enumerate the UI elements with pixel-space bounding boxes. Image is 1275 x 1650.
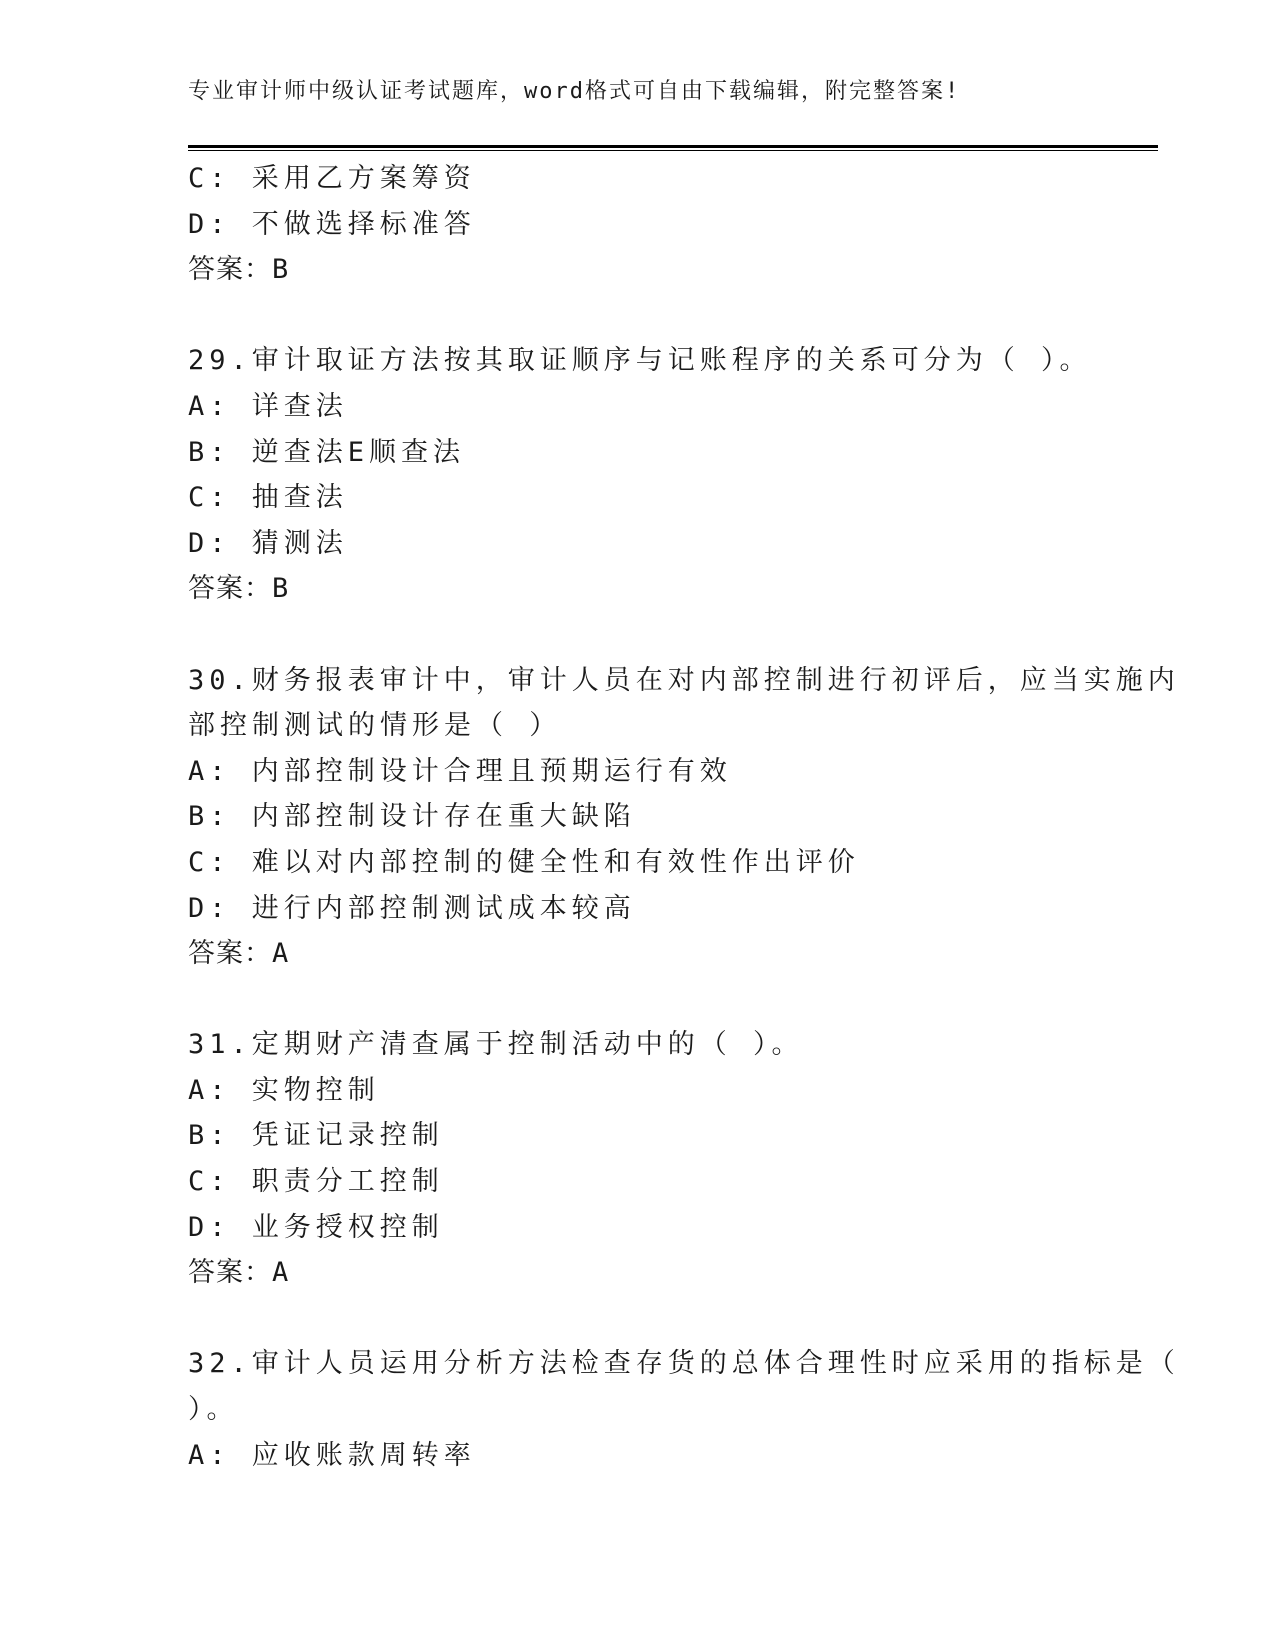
question-stem: 31.定期财产清查属于控制活动中的（ ）。 xyxy=(188,1029,804,1061)
option-a: A: 内部控制设计合理且预期运行有效 xyxy=(188,755,732,787)
answer-line: 答案：A xyxy=(188,938,290,970)
question-32 xyxy=(188,1341,1180,1478)
document-page xyxy=(188,0,1180,1650)
option-a: A: 详查法 xyxy=(188,390,348,422)
answer-line: 答案：A xyxy=(188,1257,290,1289)
answer-line: 答案：B xyxy=(188,573,290,605)
spacer xyxy=(188,293,1068,339)
option-c: C: 抽查法 xyxy=(188,482,348,514)
option-c: C: 难以对内部控制的健全性和有效性作出评价 xyxy=(188,846,860,878)
spacer xyxy=(188,612,1068,658)
answer-line: 答案：B xyxy=(188,254,290,286)
option-d: D: 不做选择标准答 xyxy=(188,208,476,240)
option-d: D: 猜测法 xyxy=(188,527,348,559)
question-stem: 32.审计人员运用分析方法检查存货的总体合理性时应采用的指标是（ xyxy=(188,1348,1180,1380)
option-d: D: 进行内部控制测试成本较高 xyxy=(188,892,636,924)
option-b: B: 逆查法E顺查法 xyxy=(188,436,466,468)
question-stem-continued: ）。 xyxy=(188,1394,239,1426)
option-c: C: 采用乙方案筹资 xyxy=(188,163,476,194)
option-b: B: 内部控制设计存在重大缺陷 xyxy=(188,801,636,833)
spacer xyxy=(188,1296,1068,1342)
page-header: 专业审计师中级认证考试题库，word格式可自由下载编辑，附完整答案! xyxy=(188,79,961,104)
option-c: C: 职责分工控制 xyxy=(188,1166,444,1198)
option-a: A: 应收账款周转率 xyxy=(188,1439,476,1471)
option-b: B: 凭证记录控制 xyxy=(188,1120,444,1152)
header-rule xyxy=(188,145,1158,151)
question-stem: 30.财务报表审计中，审计人员在对内部控制进行初评后，应当实施内 xyxy=(188,664,1180,696)
header-rule-thick xyxy=(188,145,1158,148)
question-stem: 29.审计取证方法按其取证顺序与记账程序的关系可分为（ ）。 xyxy=(188,345,1092,377)
question-31 xyxy=(188,1022,1068,1296)
question-30 xyxy=(188,658,1180,977)
option-d: D: 业务授权控制 xyxy=(188,1211,444,1243)
question-fragment xyxy=(188,156,1068,293)
document-content xyxy=(188,156,1180,1478)
question-stem-continued: 部控制测试的情形是（ ） xyxy=(188,710,562,742)
option-a: A: 实物控制 xyxy=(188,1074,380,1106)
question-29 xyxy=(188,338,1092,612)
spacer xyxy=(188,977,1068,1023)
header-rule-thin xyxy=(188,150,1158,151)
